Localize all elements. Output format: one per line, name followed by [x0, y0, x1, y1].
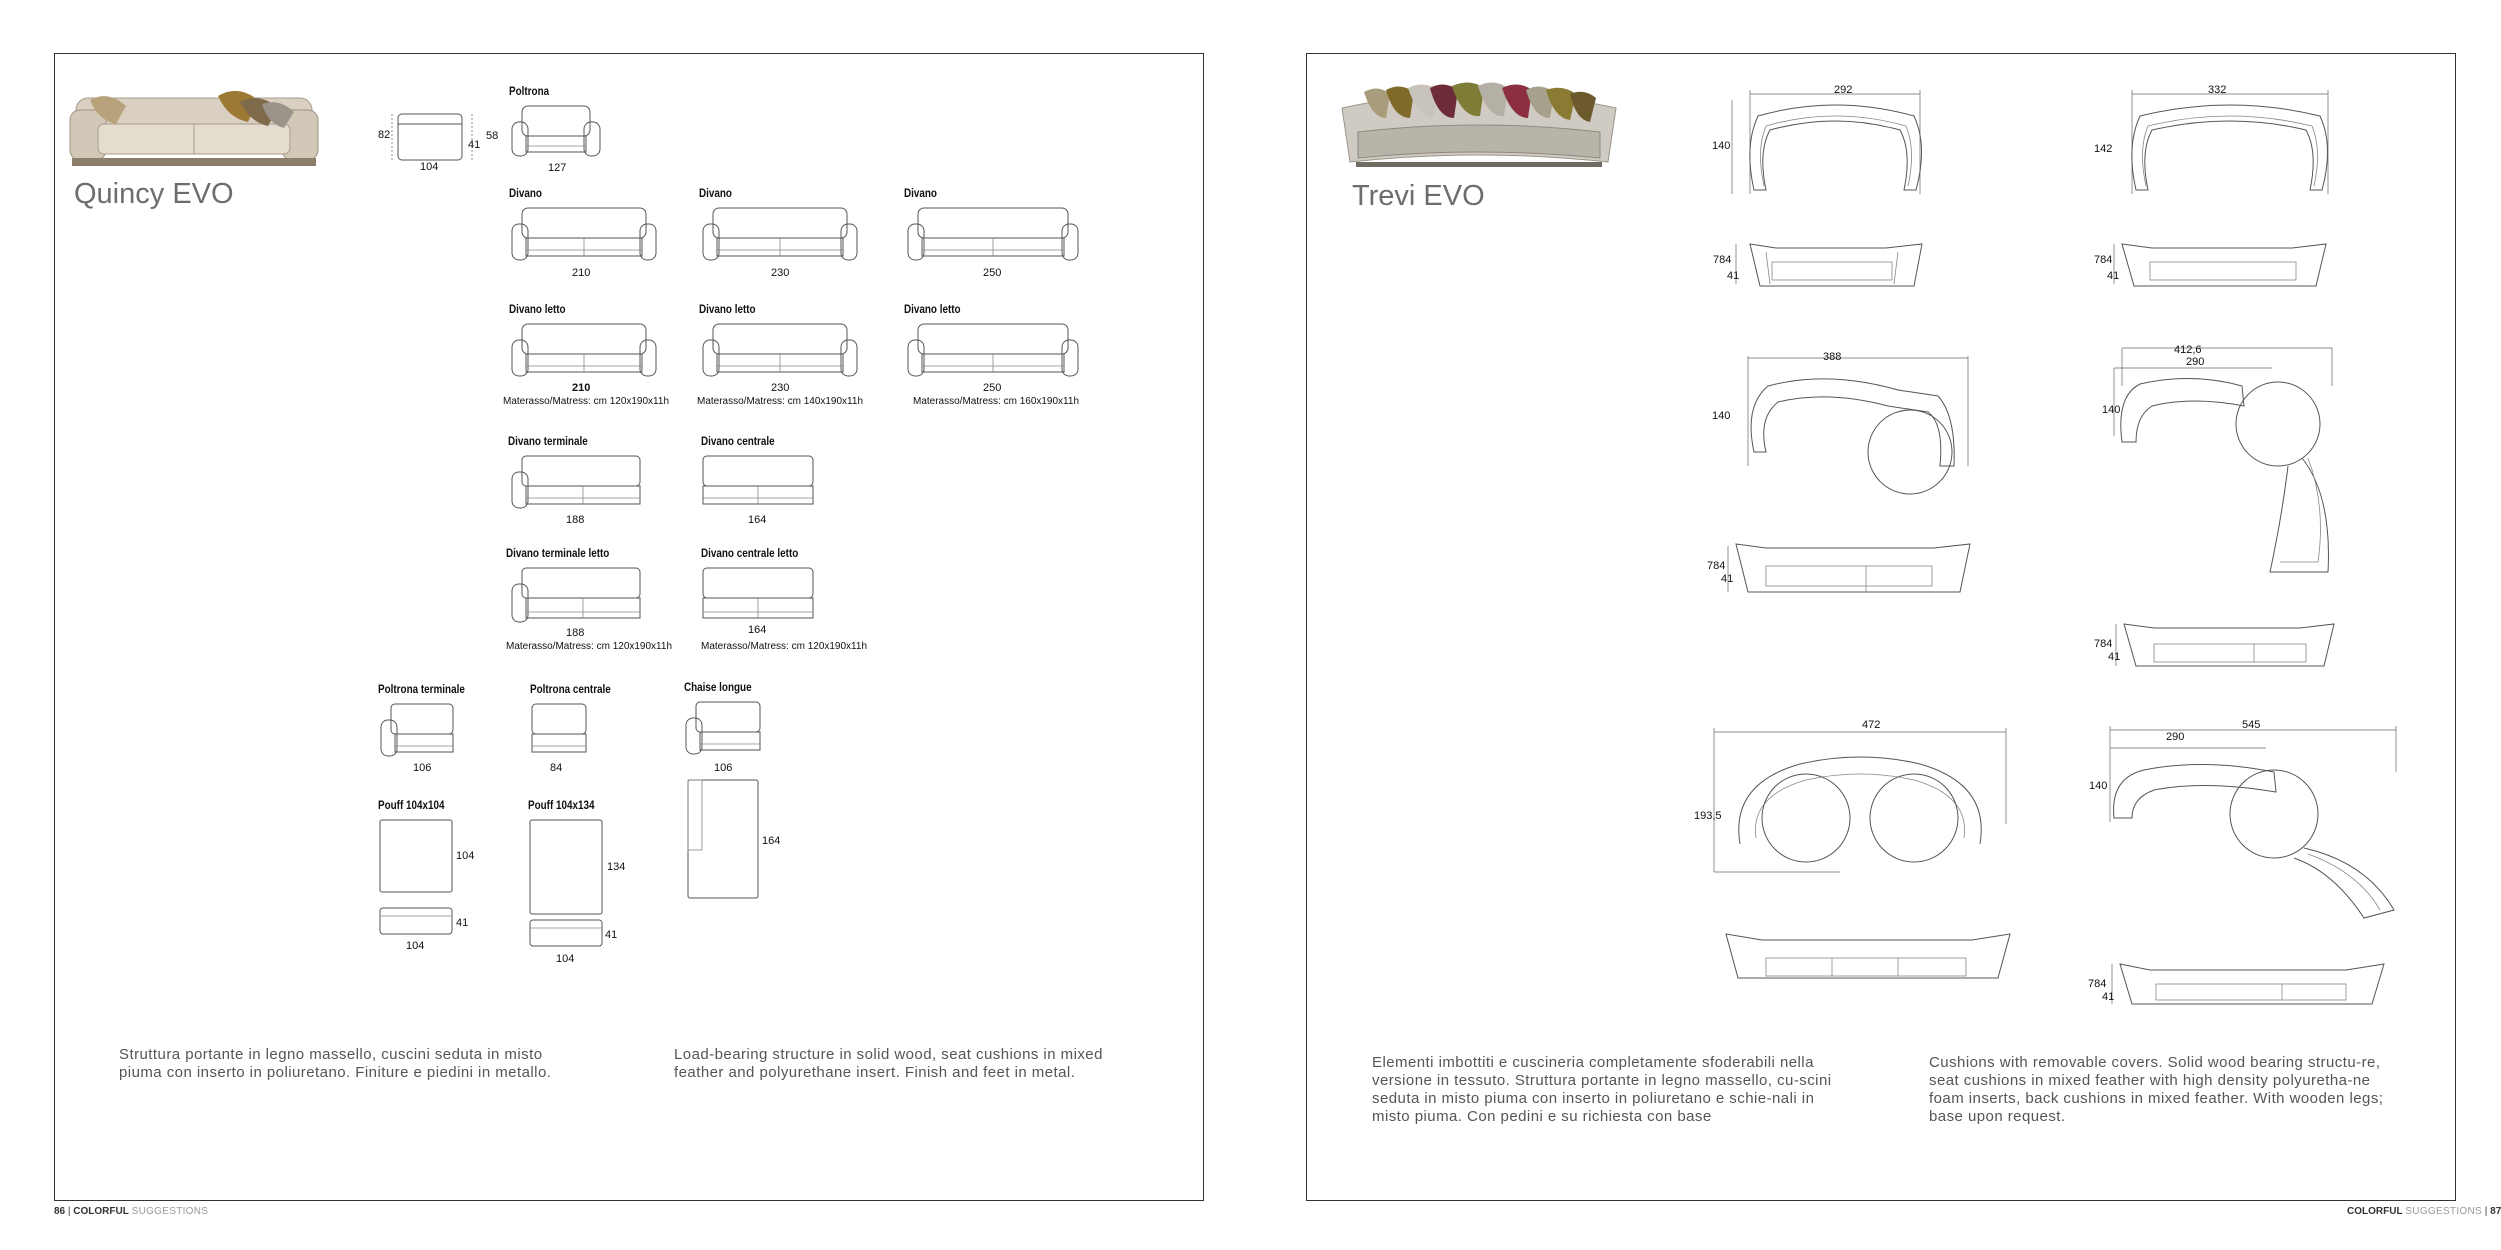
pouf-2-height: 41: [605, 929, 618, 941]
curved-sofa-front-f: [2110, 960, 2390, 1008]
curved-sofa-front-d: [2114, 620, 2340, 670]
label-divano-centrale-letto: Divano centrale letto: [701, 548, 799, 560]
armchair-drawing: [510, 104, 602, 158]
curved-sofa-plan-e: [1710, 724, 2010, 874]
mattress-info-1: Materasso/Matress: cm 120x190x11h: [503, 396, 670, 407]
pouf-side-drawing: [378, 906, 454, 938]
curved-sofa-front-e: [1722, 930, 2014, 982]
mattress-info-5: Materasso/Matress: cm 120x190x11h: [701, 641, 868, 652]
label-divano-3: Divano: [904, 188, 937, 200]
pouf-1-side: 104: [456, 850, 475, 862]
label-pouf-1: Pouff 104x104: [378, 800, 445, 812]
label-divano-terminale: Divano terminale: [508, 436, 588, 448]
armchair-width: 127: [548, 162, 567, 174]
mattress-info-2: Materasso/Matress: cm 140x190x11h: [697, 396, 864, 407]
central-armchair-drawing: [530, 702, 588, 760]
divano-width-2: 230: [771, 267, 790, 279]
sofa-bed-drawing: [510, 322, 658, 380]
sofa-drawing: [906, 206, 1080, 264]
label-divano-centrale: Divano centrale: [701, 436, 775, 448]
terminal-armchair-drawing: [379, 702, 455, 760]
label-divano-2: Divano: [699, 188, 732, 200]
page-number: 86: [54, 1206, 66, 1217]
dim-height: 82: [378, 129, 391, 141]
footer-title: COLORFUL: [2347, 1206, 2403, 1217]
chaise-longue-depth: 164: [762, 835, 781, 847]
label-chaise-longue: Chaise longue: [684, 682, 752, 694]
trevi-e-width: 472: [1862, 719, 1881, 731]
trevi-b-seat: 41: [2107, 270, 2120, 282]
pouf-1-width: 104: [406, 940, 425, 952]
divano-letto-width-1: 210: [572, 382, 591, 394]
trevi-d-seat: 41: [2108, 651, 2121, 663]
pouf-2-width: 104: [556, 953, 575, 965]
curved-sofa-front-a: [1736, 240, 1926, 290]
sofa-bed-drawing: [906, 322, 1080, 380]
pouf-side-drawing: [528, 918, 604, 950]
curved-sofa-plan-f: [2104, 722, 2404, 922]
trevi-f-seat: 41: [2102, 991, 2115, 1003]
label-poltrona: Poltrona: [509, 86, 550, 98]
trevi-c-seat: 41: [1721, 573, 1734, 585]
trevi-a-width: 292: [1834, 84, 1853, 96]
divano-letto-width-2: 230: [771, 382, 790, 394]
pouf-top-drawing: [528, 818, 604, 914]
trevi-f-inner-width: 290: [2166, 731, 2185, 743]
trevi-f-depth: 140: [2089, 780, 2108, 792]
curved-sofa-front-b: [2112, 240, 2332, 290]
footer-title: COLORFUL: [73, 1206, 129, 1217]
product-title-trevi: Trevi EVO: [1352, 180, 1485, 212]
footer-subtitle: SUGGESTIONS: [131, 1206, 209, 1217]
central-sofa-bed-drawing: [701, 566, 815, 626]
curved-sofa-plan-a: [1730, 86, 1920, 196]
label-pouf-2: Pouff 104x134: [528, 800, 595, 812]
product-title-quincy: Quincy EVO: [74, 178, 234, 210]
pouf-2-side: 134: [607, 861, 626, 873]
pouf-top-drawing: [378, 818, 454, 894]
trevi-a-seat: 41: [1727, 270, 1740, 282]
sofa-bed-drawing: [701, 322, 859, 380]
terminal-sofa-drawing: [510, 454, 642, 512]
divano-width-3: 250: [983, 267, 1002, 279]
footer-subtitle: SUGGESTIONS: [2405, 1206, 2482, 1217]
centrale-letto-width: 164: [748, 624, 767, 636]
trevi-f-height: 784: [2088, 978, 2107, 990]
sofa-drawing: [510, 206, 658, 264]
label-divano-terminale-letto: Divano terminale letto: [506, 548, 610, 560]
chaise-longue-width: 106: [714, 762, 733, 774]
trevi-c-width: 388: [1823, 351, 1842, 363]
chaise-longue-drawing: [684, 700, 764, 900]
trevi-d-depth: 140: [2102, 404, 2121, 416]
description-italian: Struttura portante in legno massello, cuscini seduta in misto piuma con inserto in poliuretano. Finiture e piedini in metallo.: [119, 1046, 552, 1081]
description-english: Load-bearing structure in solid wood, seat cushions in mixed feather and polyurethane insert. Finish and feet in metal.: [674, 1046, 1103, 1081]
label-poltrona-centrale: Poltrona centrale: [530, 684, 611, 696]
footer-right: COLORFUL SUGGESTIONS | 87: [2347, 1206, 2501, 1217]
divano-width-1: 210: [572, 267, 591, 279]
pouf-1-height: 41: [456, 917, 469, 929]
curved-sofa-plan-d: [2112, 346, 2342, 586]
trevi-d-height: 784: [2094, 638, 2113, 650]
mattress-info-3: Materasso/Matress: cm 160x190x11h: [913, 396, 1080, 407]
trevi-e-depth: 193,5: [1694, 810, 1722, 822]
label-poltrona-terminale: Poltrona terminale: [378, 684, 465, 696]
sofa-drawing: [701, 206, 859, 264]
trevi-a-height: 784: [1713, 254, 1732, 266]
label-divano-1: Divano: [509, 188, 542, 200]
mattress-info-4: Materasso/Matress: cm 120x190x11h: [506, 641, 673, 652]
dim-seat-height: 41: [468, 139, 481, 151]
description-english: Cushions with removable covers. Solid wood bearing structu-re, seat cushions in mixed feather with high density polyuretha-ne foam inserts, back cushions in mixed feather. With wooden legs; base upon request.: [1929, 1054, 2384, 1125]
page-number: 87: [2490, 1206, 2501, 1217]
curved-sofa-plan-c: [1728, 356, 1978, 496]
label-divano-letto-3: Divano letto: [904, 304, 961, 316]
centrale-width: 164: [748, 514, 767, 526]
terminale-width: 188: [566, 514, 585, 526]
terminale-letto-width: 188: [566, 627, 585, 639]
central-sofa-drawing: [701, 454, 815, 512]
poltrona-centrale-width: 84: [550, 762, 563, 774]
trevi-b-height: 784: [2094, 254, 2113, 266]
footer-left: 86 | COLORFUL SUGGESTIONS: [54, 1206, 209, 1217]
curved-sofa-front-c: [1726, 540, 1976, 600]
description-italian: Elementi imbottiti e cuscineria completamente sfoderabili nella versione in tessuto. Struttura portante in legno massello, cu-scini seduta in misto piuma con inserto in poliuretano e schie-nali in misto piuma. Con pedini e su richiesta con base: [1372, 1054, 1832, 1125]
trevi-d-inner-width: 290: [2186, 356, 2205, 368]
curved-sofa-plan-b: [2112, 86, 2328, 196]
sofa-photo: [1338, 78, 1620, 170]
label-divano-letto-1: Divano letto: [509, 304, 566, 316]
trevi-b-depth: 142: [2094, 143, 2113, 155]
divano-letto-width-3: 250: [983, 382, 1002, 394]
trevi-a-depth: 140: [1712, 140, 1731, 152]
poltrona-terminale-width: 106: [413, 762, 432, 774]
sofa-photo: [68, 80, 320, 170]
terminal-sofa-bed-drawing: [510, 566, 642, 626]
trevi-f-width: 545: [2242, 719, 2261, 731]
label-divano-letto-2: Divano letto: [699, 304, 756, 316]
trevi-b-width: 332: [2208, 84, 2227, 96]
trevi-c-depth: 140: [1712, 410, 1731, 422]
dim-back-height: 58: [486, 130, 499, 142]
trevi-d-width: 412,6: [2174, 344, 2202, 356]
dim-depth: 104: [420, 161, 439, 173]
trevi-c-height: 784: [1707, 560, 1726, 572]
